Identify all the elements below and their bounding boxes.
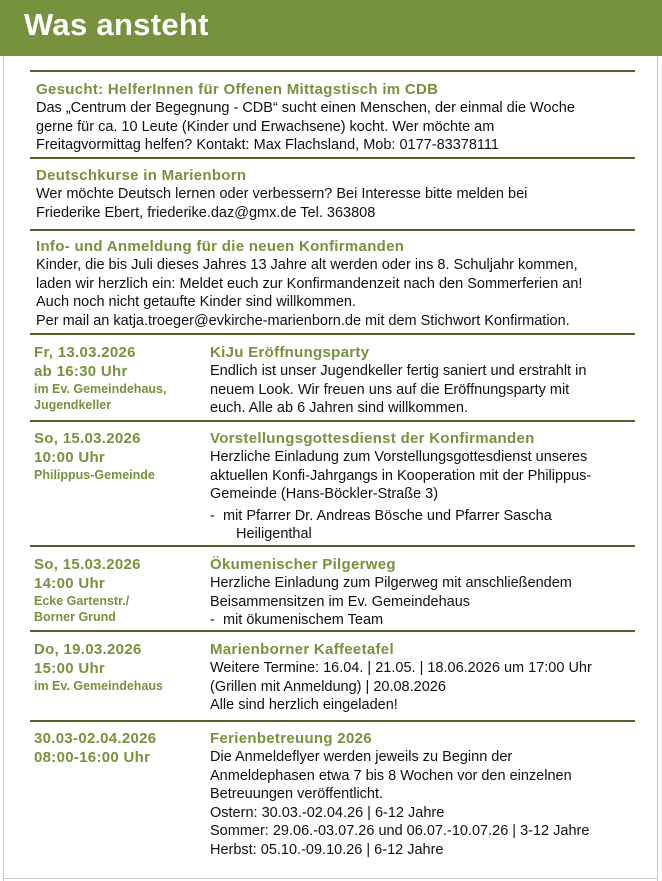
bullet-dash: - (210, 612, 215, 628)
event-coffee-table (210, 640, 640, 715)
event-line: Alle sind herzlich eingeladen! (210, 697, 398, 713)
notice-line: Kinder, die bis Juli dieses Jahres 13 Jahre alt werden oder ins 8. Schuljahr kommen, (36, 257, 578, 273)
bullet-dash: - (210, 507, 215, 524)
event-location: im Ev. Gemeindehaus (34, 679, 163, 693)
bullet-line: mit Pfarrer Dr. Andreas Bösche und Pfarrer Sascha (223, 507, 552, 524)
notice-line: Per mail an katja.troeger@evkirche-marienborn.de mit dem Stichwort Konfirmation. (36, 312, 570, 329)
event-kiju-party (210, 343, 640, 418)
section-divider (30, 229, 635, 231)
event-time: ab 16:30 Uhr (34, 363, 128, 380)
section-divider (30, 70, 635, 72)
header-banner (0, 0, 662, 56)
event-date: So, 15.03.2026 (34, 556, 141, 573)
event-body (210, 362, 640, 418)
notice-title: Info- und Anmeldung für die neuen Konfirmanden (36, 238, 405, 255)
event-location: im Ev. Gemeindehaus, (34, 382, 167, 396)
frame-right-border (657, 56, 658, 881)
event-line: Herbst: 05.10.-09.10.26 | 6-12 Jahre (210, 841, 444, 858)
event-body (210, 659, 640, 715)
event-body (210, 748, 640, 859)
event-line: Endlich ist unser Jugendkeller fertig saniert und erstrahlt in (210, 363, 587, 379)
event-location: Philippus-Gemeinde (34, 468, 155, 482)
event-bullet (210, 507, 640, 544)
frame-left-border (3, 56, 4, 881)
event-date: Do, 19.03.2026 (34, 641, 142, 658)
event-confirmand-service (210, 429, 640, 544)
event-line: Gemeinde (Hans-Böckler-Straße 3) (210, 486, 439, 502)
event-body (210, 574, 640, 630)
event-title: Ferienbetreuung 2026 (210, 730, 372, 747)
event-line: Sommer: 29.06.-03.07.26 und 06.07.-10.07.26 | 3-12 Jahre (210, 823, 590, 839)
event-line: aktuellen Konfi-Jahrgangs in Kooperation mit der Philippus- (210, 467, 592, 484)
event-line: (Grillen mit Anmeldung) | 20.08.2026 (210, 678, 446, 695)
event-time: 14:00 Uhr (34, 575, 106, 592)
section-divider (30, 545, 635, 547)
event-line: Beisammensitzen im Ev. Gemeindehaus (210, 593, 471, 610)
event-line: Weitere Termine: 16.04. | 21.05. | 18.06.2026 um 17:00 Uhr (210, 660, 592, 676)
event-meta (34, 343, 206, 413)
event-time: 08:00-16:00 Uhr (34, 749, 151, 766)
event-location: Ecke Gartenstr./ (34, 594, 130, 608)
notice-line: Freitagvormittag helfen? Kontakt: Max Flachsland, Mob: 0177-83378111 (36, 137, 499, 153)
bullet-line: mit ökumenischem Team (223, 612, 384, 628)
notice-line: Auch noch nicht getaufte Kinder sind willkommen. (36, 294, 356, 310)
event-title: Ökumenischer Pilgerweg (210, 556, 396, 573)
event-line: Herzliche Einladung zum Vorstellungsgottesdienst unseres (210, 449, 588, 465)
event-line: euch. Alle ab 6 Jahren sind willkommen. (210, 400, 468, 416)
page-title: Was ansteht (24, 7, 209, 42)
event-meta (34, 640, 206, 694)
notice-helpers (36, 80, 636, 155)
frame-bottom-border (3, 878, 657, 879)
bullet-line: Heiligenthal (236, 526, 312, 542)
notice-body (36, 256, 636, 330)
notice-body (36, 99, 636, 155)
event-body (210, 448, 640, 544)
notice-line: Friederike Ebert, friederike.daz@gmx.de Tel. 363808 (36, 204, 376, 221)
event-location: Borner Grund (34, 610, 116, 624)
section-divider (30, 333, 635, 335)
event-title: Marienborner Kaffeetafel (210, 641, 394, 658)
event-title: KiJu Eröffnungsparty (210, 344, 370, 361)
event-time: 10:00 Uhr (34, 449, 106, 466)
event-date: Fr, 13.03.2026 (34, 344, 136, 361)
notice-german-courses (36, 166, 636, 222)
notice-line: laden wir herzlich ein: Meldet euch zur Konfirmandenzeit nach den Sommerferien an! (36, 275, 583, 292)
notice-body (36, 185, 636, 222)
event-line: Ostern: 30.03.-02.04.26 | 6-12 Jahre (210, 804, 445, 821)
event-meta (34, 729, 206, 767)
event-line: neuem Look. Wir freuen uns auf die Eröffnungsparty mit (210, 381, 570, 398)
event-meta (34, 429, 206, 483)
notice-title: Deutschkurse in Marienborn (36, 167, 247, 184)
event-location: Jugendkeller (34, 398, 112, 412)
event-pilgrimage (210, 555, 640, 630)
event-line: Anmeldephasen etwa 7 bis 8 Wochen vor den einzelnen (210, 767, 572, 784)
section-divider (30, 630, 635, 632)
event-line: Die Anmeldeflyer werden jeweils zu Beginn der (210, 749, 513, 765)
section-divider (30, 157, 635, 159)
notice-line: Wer möchte Deutsch lernen oder verbessern? Bei Interesse bitte melden bei (36, 186, 528, 202)
event-bullet (210, 611, 640, 630)
event-title: Vorstellungsgottesdienst der Konfirmanden (210, 430, 535, 447)
section-divider (30, 720, 635, 722)
event-meta (34, 555, 206, 625)
event-line: Betreuungen veröffentlicht. (210, 786, 384, 802)
event-time: 15:00 Uhr (34, 660, 106, 677)
event-line: Herzliche Einladung zum Pilgerweg mit anschließendem (210, 575, 572, 591)
notice-confirmands (36, 237, 636, 330)
section-divider (30, 420, 635, 422)
event-date: 30.03-02.04.2026 (34, 730, 157, 747)
event-holiday-care (210, 729, 640, 859)
notice-line: gerne für ca. 10 Leute (Kinder und Erwachsene) kocht. Wer möchte am (36, 118, 495, 135)
event-date: So, 15.03.2026 (34, 430, 141, 447)
notice-title: Gesucht: HelferInnen für Offenen Mittagstisch im CDB (36, 81, 439, 98)
notice-line: Das „Centrum der Begegnung - CDB“ sucht einen Menschen, der einmal die Woche (36, 100, 575, 116)
